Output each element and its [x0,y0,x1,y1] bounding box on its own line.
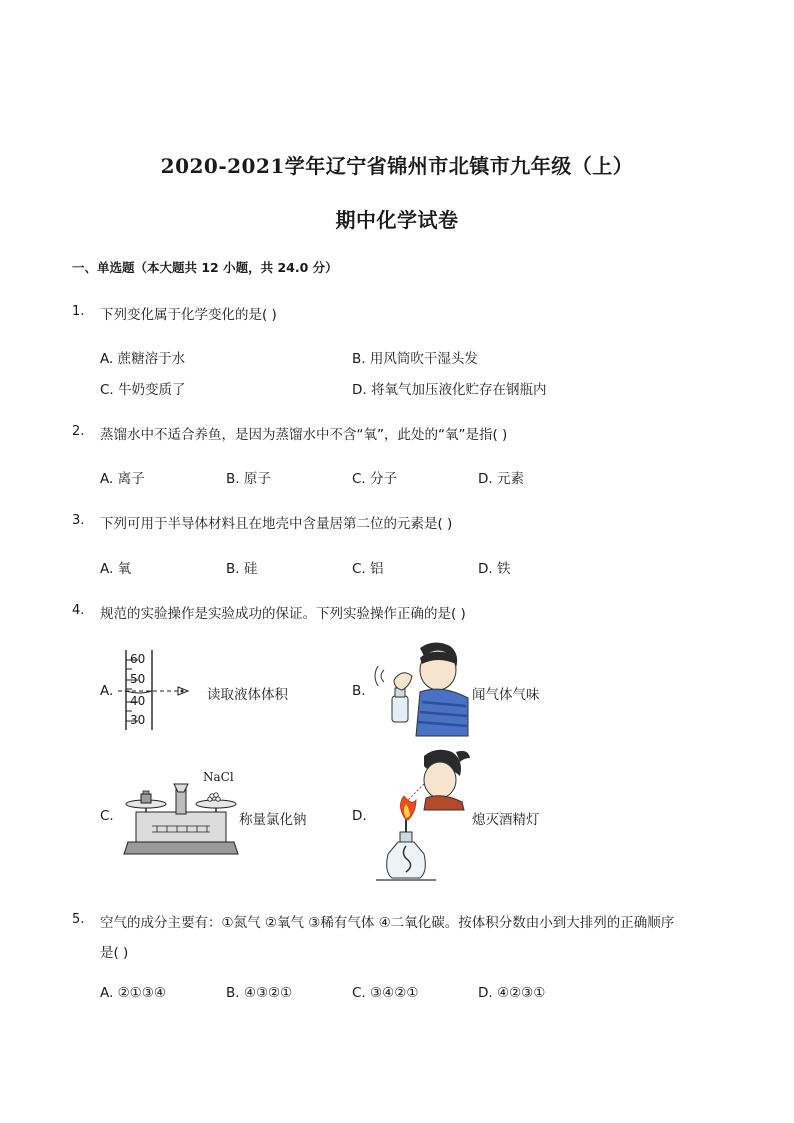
question-4-option-d-caption: 熄灭酒精灯 [472,812,540,828]
question-2-number: 2. [72,424,85,439]
question-2-option-c[interactable]: C. 分子 [352,471,398,487]
question-1-number: 1. [72,304,85,319]
question-4-option-b-label[interactable]: B. [352,683,366,699]
question-1-option-c[interactable]: C. 牛奶变质了 [100,382,186,398]
cylinder-tick-50: 50 [130,672,146,686]
question-4-option-b-caption: 闻气体气味 [472,687,540,703]
cylinder-tick-60: 60 [130,652,146,666]
question-1-option-d[interactable]: D. 将氧气加压液化贮存在钢瓶内 [352,382,547,398]
question-4-text: 规范的实验操作是实验成功的保证。下列实验操作正确的是( ) [100,606,466,622]
cylinder-tick-30: 30 [130,713,146,727]
question-2-text: 蒸馏水中不适合养鱼，是因为蒸馏水中不含“氧”，此处的“氧”是指( ) [100,427,508,443]
question-4-option-d-label[interactable]: D. [352,808,367,824]
question-4-option-c-label[interactable]: C. [100,808,114,824]
question-4-option-c-caption: 称量氯化钠 [239,812,307,828]
cylinder-tick-40: 40 [130,694,146,708]
question-3-option-c[interactable]: C. 铝 [352,561,384,577]
smelling-gas-illustration [372,640,472,736]
question-1-option-b[interactable]: B. 用风筒吹干湿头发 [352,351,478,367]
question-2-option-d[interactable]: D. 元素 [478,471,524,487]
question-3-option-b[interactable]: B. 硅 [226,561,258,577]
question-5-option-c[interactable]: C. ③④②① [352,985,419,1001]
alcohol-lamp-illustration [372,746,472,884]
question-3-option-a[interactable]: A. 氧 [100,561,132,577]
section-heading: 一、单选题（本大题共 12 小题，共 24.0 分） [72,260,338,275]
question-5-text-line1: 空气的成分主要有：①氮气 ②氧气 ③稀有气体 ④二氧化碳。按体积分数由小到大排列的正确顺序 [100,915,675,931]
question-4-option-a-label[interactable]: A. [100,683,114,699]
question-3-text: 下列可用于半导体材料且在地壳中含量居第二位的元素是( ) [100,516,453,532]
question-1-text: 下列变化属于化学变化的是( ) [100,307,277,323]
exam-title-line2: 期中化学试卷 [335,208,459,232]
question-2-option-b[interactable]: B. 原子 [226,471,271,487]
question-3-option-d[interactable]: D. 铁 [478,561,511,577]
question-5-option-d[interactable]: D. ④②③① [478,985,546,1001]
nacl-label: NaCl [203,770,234,784]
question-5-option-a[interactable]: A. ②①③④ [100,985,166,1001]
question-5-option-b[interactable]: B. ④③②① [226,985,293,1001]
question-3-number: 3. [72,513,85,528]
question-4-number: 4. [72,603,85,618]
exam-title-line1: 2020-2021学年辽宁省锦州市北镇市九年级（上） [160,154,634,178]
question-4-option-a-caption: 读取液体体积 [207,687,288,703]
question-5-text-line2: 是( ) [100,945,129,961]
question-1-option-a[interactable]: A. 蔗糖溶于水 [100,351,186,367]
question-5-number: 5. [72,912,85,927]
question-2-option-a[interactable]: A. 离子 [100,471,145,487]
